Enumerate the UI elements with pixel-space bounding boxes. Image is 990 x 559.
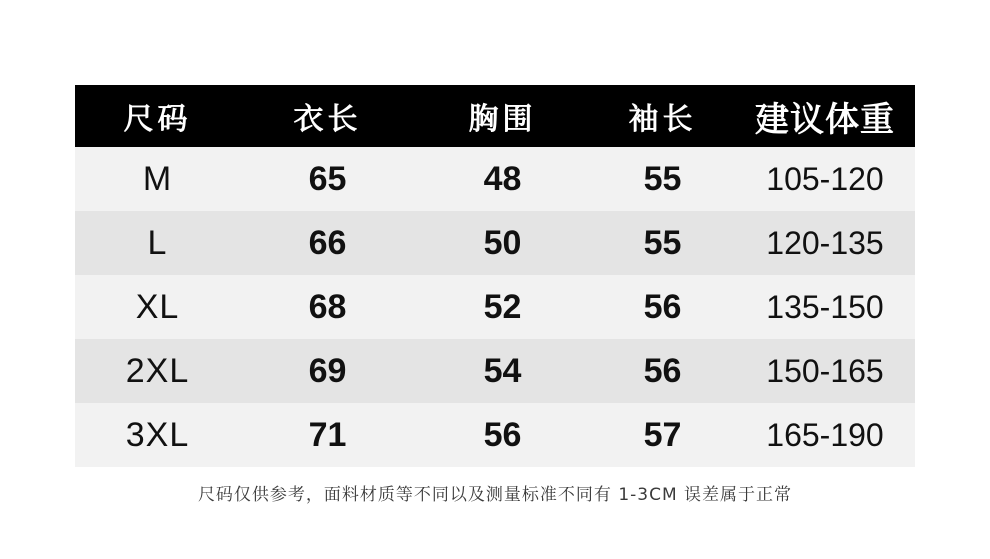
table-row (75, 339, 915, 403)
cell-size: 2XL (75, 339, 240, 403)
table-body (75, 147, 915, 467)
cell-sleeve: 56 (590, 339, 735, 403)
cell-length: 71 (240, 403, 415, 467)
cell-length: 66 (240, 211, 415, 275)
cell-bust: 50 (415, 211, 590, 275)
table-row (75, 403, 915, 467)
header-recommended-weight: 建议体重 (735, 85, 915, 147)
cell-bust: 54 (415, 339, 590, 403)
cell-sleeve: 55 (590, 147, 735, 211)
header-length: 衣长 (240, 85, 415, 147)
cell-weight: 120-135 (735, 211, 915, 275)
cell-size: 3XL (75, 403, 240, 467)
table-row (75, 211, 915, 275)
cell-length: 65 (240, 147, 415, 211)
cell-sleeve: 56 (590, 275, 735, 339)
table-header (75, 85, 915, 147)
cell-sleeve: 57 (590, 403, 735, 467)
table-row (75, 147, 915, 211)
cell-sleeve: 55 (590, 211, 735, 275)
header-row (75, 85, 915, 147)
size-disclaimer: 尺码仅供参考，面料材质等不同以及测量标准不同有 1-3CM 误差属于正常 (197, 485, 793, 505)
table-row (75, 275, 915, 339)
header-size: 尺码 (75, 85, 240, 147)
cell-size: M (75, 147, 240, 211)
cell-weight: 135-150 (735, 275, 915, 339)
cell-length: 69 (240, 339, 415, 403)
cell-weight: 150-165 (735, 339, 915, 403)
cell-bust: 52 (415, 275, 590, 339)
size-table-container (75, 85, 915, 467)
header-sleeve: 袖长 (590, 85, 735, 147)
size-table (75, 85, 915, 467)
cell-weight: 165-190 (735, 403, 915, 467)
cell-bust: 56 (415, 403, 590, 467)
cell-size: L (75, 211, 240, 275)
cell-bust: 48 (415, 147, 590, 211)
cell-size: XL (75, 275, 240, 339)
cell-length: 68 (240, 275, 415, 339)
header-bust: 胸围 (415, 85, 590, 147)
cell-weight: 105-120 (735, 147, 915, 211)
